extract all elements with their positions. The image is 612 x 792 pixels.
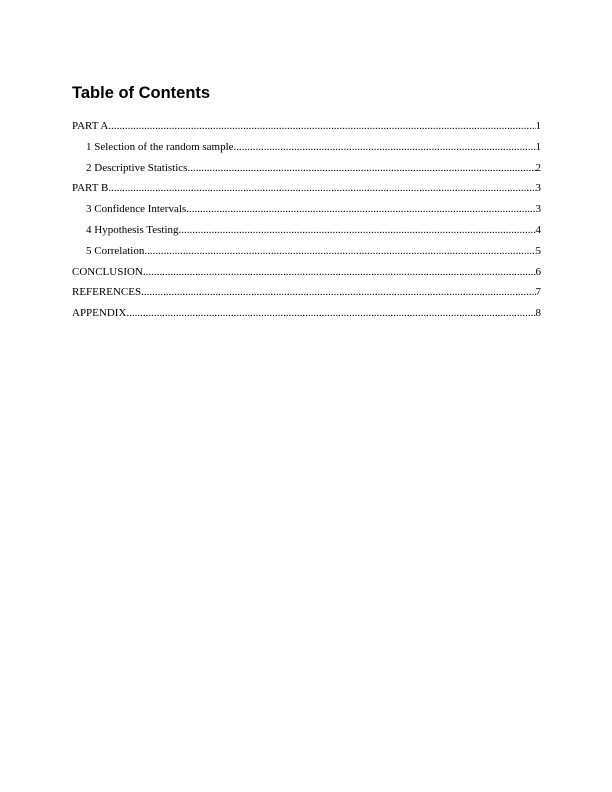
toc-entry-label: 3 Confidence Intervals bbox=[86, 203, 187, 216]
toc-dot-leader bbox=[108, 116, 535, 137]
toc-dot-leader bbox=[141, 282, 535, 303]
toc-entry-references[interactable] bbox=[72, 282, 541, 303]
toc-entry-label: PART B bbox=[72, 182, 109, 195]
toc-entry-label: 1 Selection of the random sample bbox=[86, 140, 234, 153]
toc-entry-conclusion[interactable] bbox=[72, 262, 541, 283]
toc-entry-label: CONCLUSION bbox=[72, 265, 143, 278]
toc-entry-label: 5 Correlation bbox=[86, 244, 145, 257]
toc-dot-leader bbox=[187, 158, 535, 179]
toc-entry-page-number: 7 bbox=[535, 286, 541, 299]
toc-entry-appendix[interactable] bbox=[72, 303, 541, 324]
toc-entry-page-number: 1 bbox=[535, 140, 541, 153]
toc-entry-confidence-intervals[interactable] bbox=[72, 199, 541, 220]
toc-entry-descriptive-statistics[interactable] bbox=[72, 158, 541, 179]
toc-entry-page-number: 1 bbox=[535, 120, 541, 132]
toc-entry-hypothesis-testing[interactable] bbox=[72, 220, 541, 241]
toc-entry-page-number: 8 bbox=[535, 307, 541, 320]
toc-list bbox=[72, 116, 541, 324]
toc-entry-part-b[interactable] bbox=[72, 178, 541, 199]
toc-entry-page-number: 5 bbox=[535, 244, 541, 257]
toc-entry-label: 4 Hypothesis Testing bbox=[86, 223, 179, 236]
toc-entry-label: REFERENCES bbox=[72, 286, 142, 299]
toc-dot-leader bbox=[179, 220, 536, 241]
toc-dot-leader bbox=[126, 303, 535, 324]
toc-entry-part-a[interactable] bbox=[72, 116, 541, 137]
toc-entry-label: APPENDIX bbox=[72, 307, 127, 320]
toc-dot-leader bbox=[108, 178, 535, 199]
toc-entry-page-number: 3 bbox=[535, 203, 541, 216]
toc-dot-leader bbox=[143, 262, 536, 283]
toc-dot-leader bbox=[186, 199, 535, 220]
toc-entry-page-number: 3 bbox=[535, 182, 541, 195]
toc-dot-leader bbox=[234, 137, 536, 158]
toc-entry-selection-random-sample[interactable] bbox=[72, 137, 541, 158]
toc-entry-page-number: 6 bbox=[535, 265, 541, 278]
toc-entry-correlation[interactable] bbox=[72, 241, 541, 262]
toc-dot-leader bbox=[144, 241, 535, 262]
toc-entry-label: 2 Descriptive Statistics bbox=[86, 161, 188, 174]
toc-entry-page-number: 4 bbox=[535, 223, 541, 236]
toc-entry-page-number: 2 bbox=[535, 161, 541, 174]
toc-title: Table of Contents bbox=[72, 84, 211, 102]
toc-entry-label: PART A bbox=[72, 120, 109, 132]
